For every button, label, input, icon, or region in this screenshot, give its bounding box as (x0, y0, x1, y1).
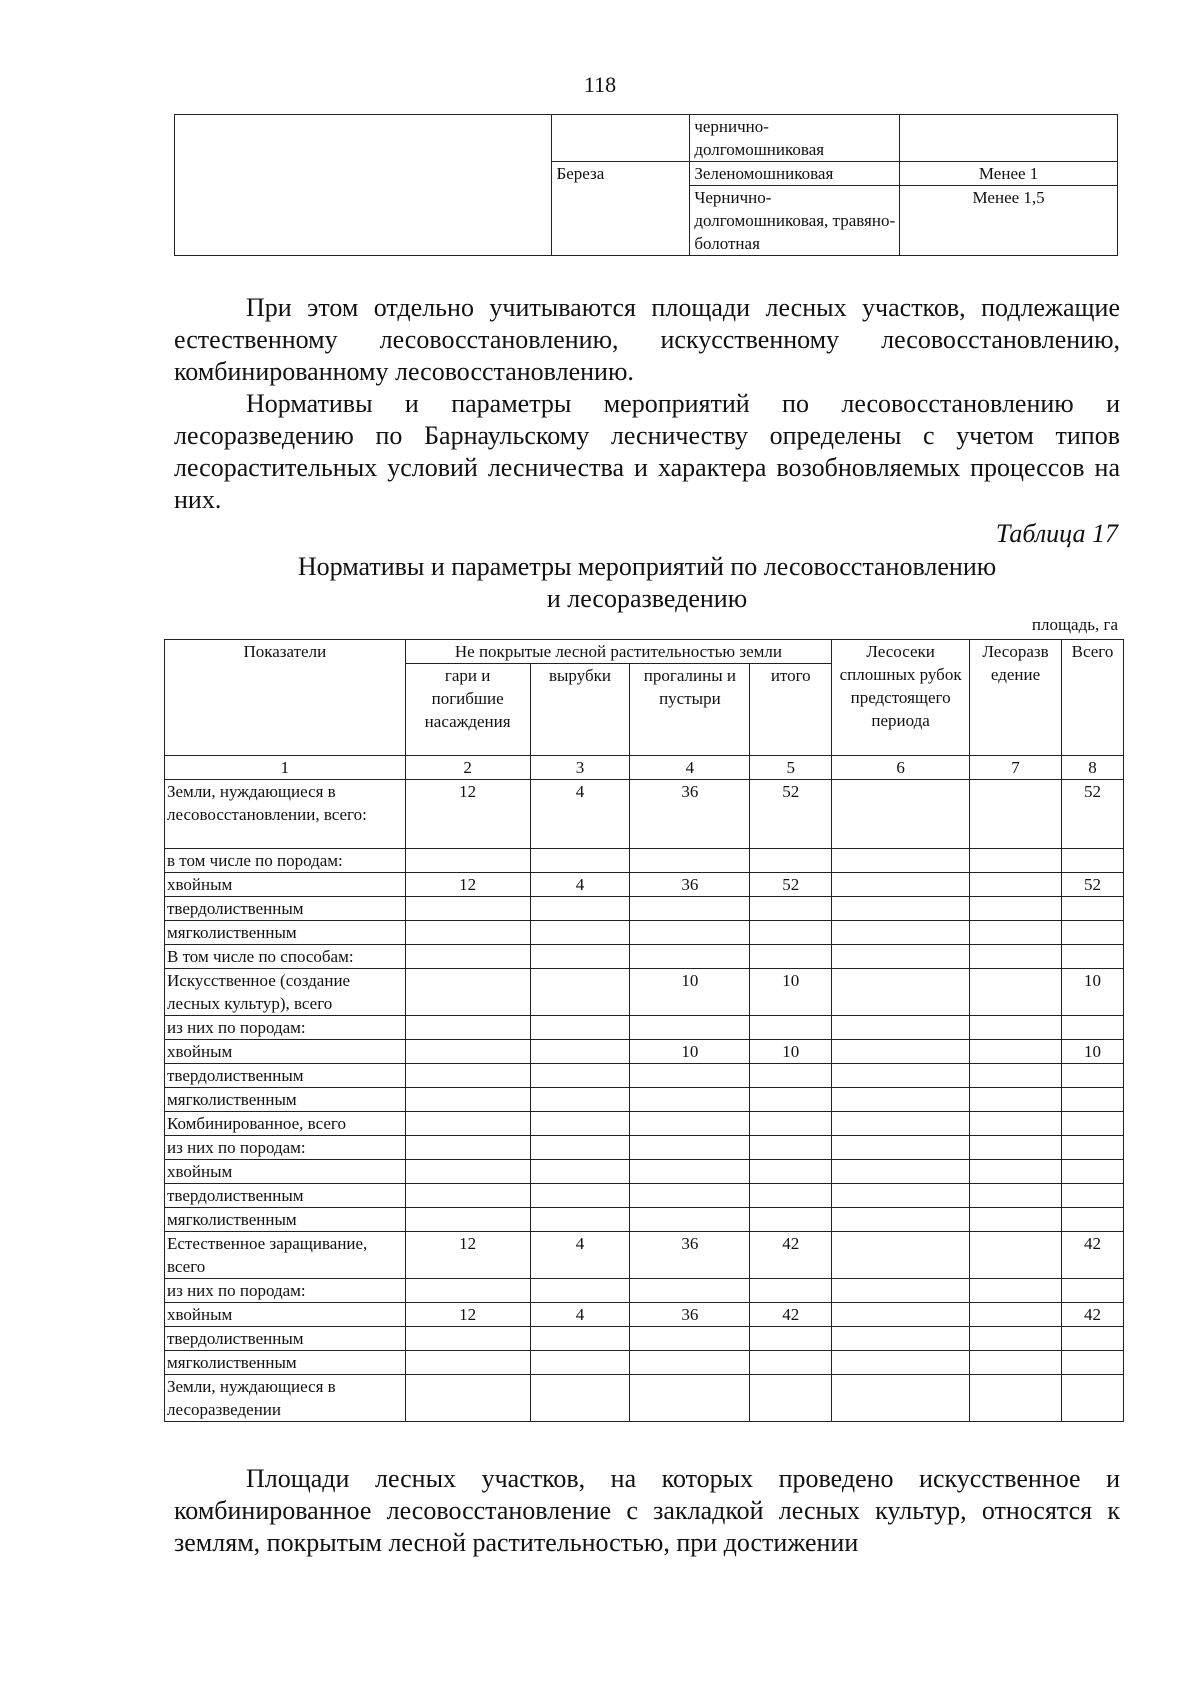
table-row (165, 1279, 1124, 1303)
table-row (165, 1327, 1124, 1351)
column-number: 5 (750, 756, 832, 780)
value-cell: 42 (750, 1232, 832, 1279)
value-cell (832, 1279, 970, 1303)
value-cell (832, 1303, 970, 1327)
value-cell (630, 1112, 750, 1136)
value-cell (832, 1160, 970, 1184)
row-label-cell: мягколиственным (165, 1088, 406, 1112)
value-cell (630, 1136, 750, 1160)
value-cell (750, 849, 832, 873)
value-cell (405, 1327, 530, 1351)
value-cell (832, 1136, 970, 1160)
value-cell (750, 1136, 832, 1160)
value-cell (970, 780, 1062, 849)
value-cell (530, 1184, 630, 1208)
value-cell (1061, 921, 1123, 945)
value-cell (1061, 945, 1123, 969)
header-clearcuts: Лесосеки сплошных рубок предстоящего периода (832, 640, 970, 756)
paragraph-text: Нормативы и параметры мероприятий по лесовосстановлению и лесоразведению по Барнаульскому лесничеству определены с учетом типов лесорастительных условий лесничества и характера возобновляемых процессов на них. (174, 389, 1120, 514)
value-cell (832, 780, 970, 849)
value-cell (630, 921, 750, 945)
value-cell (405, 945, 530, 969)
value-cell (530, 897, 630, 921)
table-row (165, 921, 1124, 945)
value-cell (1061, 849, 1123, 873)
value-cell: 4 (530, 780, 630, 849)
value-cell (405, 1088, 530, 1112)
value-cell: 10 (630, 1040, 750, 1064)
value-cell (970, 921, 1062, 945)
value-cell (530, 849, 630, 873)
value-cell (630, 1375, 750, 1422)
value-cell (630, 945, 750, 969)
continuation-table (174, 114, 1118, 256)
row-label-cell: хвойным (165, 1303, 406, 1327)
table-row (165, 873, 1124, 897)
table-row (165, 1351, 1124, 1375)
value-cell (405, 1184, 530, 1208)
value-cell: 52 (1061, 780, 1123, 849)
value-cell (530, 1088, 630, 1112)
row-label-cell: твердолиственным (165, 1064, 406, 1088)
paragraph-text: Площади лесных участков, на которых проведено искусственное и комбинированное лесовосстановление с закладкой лесных культур, относятся к землям, покрытым лесной растительностью, при достижении (174, 1464, 1120, 1557)
value-cell (750, 1112, 832, 1136)
paragraph-text: При этом отдельно учитываются площади лесных участков, подлежащие естественному лесовосстановлению, искусственному лесовосстановлению, комбинированному лесовосстановлению. (174, 293, 1120, 386)
table-row (165, 780, 1124, 849)
value-cell (970, 1112, 1062, 1136)
table-label: Таблица 17 (995, 519, 1118, 548)
value-cell (832, 1208, 970, 1232)
value-cell (970, 849, 1062, 873)
table-row (165, 1136, 1124, 1160)
value-cell: 12 (405, 780, 530, 849)
value-cell: 10 (1061, 969, 1123, 1016)
value-cell (405, 1136, 530, 1160)
row-label-cell: мягколиственным (165, 1351, 406, 1375)
table-row (165, 1088, 1124, 1112)
row-label-cell: мягколиственным (165, 921, 406, 945)
column-number: 8 (1061, 756, 1123, 780)
row-label-cell: Естественное заращивание, всего (165, 1232, 406, 1279)
value-cell (405, 969, 530, 1016)
table-row (165, 1208, 1124, 1232)
value-cell (750, 945, 832, 969)
value-cell (970, 1184, 1062, 1208)
value-cell (750, 1016, 832, 1040)
value-cell (530, 1064, 630, 1088)
row-label-cell: хвойным (165, 873, 406, 897)
closing-paragraph (174, 1463, 1120, 1559)
row-label-cell: В том числе по способам: (165, 945, 406, 969)
table-row (165, 1375, 1124, 1422)
value-cell (970, 1303, 1062, 1327)
value-cell: Менее 1,5 (900, 186, 1118, 256)
value-cell (832, 1016, 970, 1040)
species-cell: Береза (552, 162, 690, 256)
value-cell (1061, 1016, 1123, 1040)
page-number: 118 (583, 72, 617, 97)
row-label-cell: твердолиственным (165, 1327, 406, 1351)
norms-table-body (165, 780, 1124, 1422)
row-label-cell: Земли, нуждающиеся в лесоразведении (165, 1375, 406, 1422)
value-cell (970, 1088, 1062, 1112)
value-cell (900, 115, 1118, 162)
table-row (165, 1303, 1124, 1327)
table-title (174, 551, 1120, 615)
value-cell (405, 1064, 530, 1088)
table-title-line: Нормативы и параметры мероприятий по лесовосстановлению (297, 552, 997, 581)
value-cell (970, 969, 1062, 1016)
header-cuttings: вырубки (530, 664, 630, 756)
value-cell (630, 1327, 750, 1351)
column-number: 6 (832, 756, 970, 780)
value-cell (750, 921, 832, 945)
value-cell (530, 1040, 630, 1064)
value-cell (630, 849, 750, 873)
value-cell (1061, 1351, 1123, 1375)
value-cell (750, 1088, 832, 1112)
row-label-cell: из них по породам: (165, 1136, 406, 1160)
row-label-cell: Земли, нуждающиеся в лесовосстановлении, всего: (165, 780, 406, 849)
table-row (165, 849, 1124, 873)
value-cell (832, 1184, 970, 1208)
column-number: 4 (630, 756, 750, 780)
body-paragraph (174, 388, 1120, 516)
forest-type-cell: чернично-долгомошниковая (690, 115, 900, 162)
value-cell (832, 849, 970, 873)
value-cell (1061, 1136, 1123, 1160)
value-cell (970, 945, 1062, 969)
row-label-cell: хвойным (165, 1160, 406, 1184)
table-row (165, 969, 1124, 1016)
column-number: 3 (530, 756, 630, 780)
value-cell (405, 1160, 530, 1184)
value-cell (832, 921, 970, 945)
value-cell (1061, 1279, 1123, 1303)
value-cell (405, 1016, 530, 1040)
row-label-cell: Комбинированное, всего (165, 1112, 406, 1136)
value-cell (1061, 1208, 1123, 1232)
value-cell (970, 873, 1062, 897)
value-cell (530, 1327, 630, 1351)
table-row (165, 1160, 1124, 1184)
value-cell (750, 1184, 832, 1208)
value-cell: Менее 1 (900, 162, 1118, 186)
value-cell: 10 (1061, 1040, 1123, 1064)
value-cell (970, 1016, 1062, 1040)
value-cell (1061, 897, 1123, 921)
value-cell (750, 1160, 832, 1184)
row-label-cell: хвойным (165, 1040, 406, 1064)
value-cell (970, 1232, 1062, 1279)
value-cell (630, 1184, 750, 1208)
row-label-cell: в том числе по породам: (165, 849, 406, 873)
header-afforestation: Лесоразв едение (970, 640, 1062, 756)
value-cell: 42 (750, 1303, 832, 1327)
value-cell: 36 (630, 1303, 750, 1327)
value-cell (530, 969, 630, 1016)
value-cell (530, 945, 630, 969)
table-row (165, 1040, 1124, 1064)
value-cell (832, 1375, 970, 1422)
value-cell: 12 (405, 873, 530, 897)
value-cell (832, 1040, 970, 1064)
value-cell (530, 1351, 630, 1375)
value-cell: 52 (750, 780, 832, 849)
value-cell (832, 1327, 970, 1351)
value-cell: 36 (630, 873, 750, 897)
value-cell (405, 1208, 530, 1232)
row-label-cell: из них по породам: (165, 1016, 406, 1040)
row-label-cell: твердолиственным (165, 897, 406, 921)
value-cell (970, 1351, 1062, 1375)
value-cell (405, 1040, 530, 1064)
empty-cell (175, 115, 552, 256)
value-cell (970, 1136, 1062, 1160)
value-cell: 4 (530, 1303, 630, 1327)
value-cell (750, 1327, 832, 1351)
column-number: 2 (405, 756, 530, 780)
value-cell (832, 873, 970, 897)
value-cell (832, 1088, 970, 1112)
value-cell (970, 897, 1062, 921)
value-cell (832, 1064, 970, 1088)
value-cell: 52 (1061, 873, 1123, 897)
table-row (165, 1184, 1124, 1208)
column-number: 1 (165, 756, 406, 780)
value-cell (630, 897, 750, 921)
value-cell: 42 (1061, 1232, 1123, 1279)
header-row (165, 640, 1124, 664)
value-cell (405, 1112, 530, 1136)
forest-type-cell: Чернично-долгомошниковая, травяно-болотная (690, 186, 900, 256)
value-cell (750, 1279, 832, 1303)
value-cell (405, 849, 530, 873)
table-row (165, 1112, 1124, 1136)
value-cell (970, 1208, 1062, 1232)
value-cell (530, 1375, 630, 1422)
value-cell (630, 1064, 750, 1088)
header-burned: гари и погибшие насаждения (405, 664, 530, 756)
value-cell (405, 1375, 530, 1422)
table-row (165, 1064, 1124, 1088)
value-cell (970, 1160, 1062, 1184)
forest-type-cell: Зеленомошниковая (690, 162, 900, 186)
value-cell (1061, 1375, 1123, 1422)
value-cell: 12 (405, 1232, 530, 1279)
column-number: 7 (970, 756, 1062, 780)
value-cell: 12 (405, 1303, 530, 1327)
value-cell (530, 1208, 630, 1232)
table-row (175, 115, 1118, 162)
value-cell (832, 1112, 970, 1136)
value-cell: 10 (750, 969, 832, 1016)
header-total: Всего (1061, 640, 1123, 756)
header-not-covered: Не покрытые лесной растительностью земли (405, 640, 831, 664)
value-cell: 52 (750, 873, 832, 897)
header-subtotal: итого (750, 664, 832, 756)
value-cell (970, 1040, 1062, 1064)
row-label-cell: твердолиственным (165, 1184, 406, 1208)
row-label-cell: мягколиственным (165, 1208, 406, 1232)
value-cell: 36 (630, 780, 750, 849)
value-cell (970, 1064, 1062, 1088)
value-cell (1061, 1160, 1123, 1184)
header-glades: прогалины и пустыри (630, 664, 750, 756)
row-label-cell: из них по породам: (165, 1279, 406, 1303)
value-cell: 36 (630, 1232, 750, 1279)
value-cell: 10 (750, 1040, 832, 1064)
norms-table (164, 639, 1124, 1422)
value-cell (630, 1208, 750, 1232)
value-cell (530, 1112, 630, 1136)
value-cell: 42 (1061, 1303, 1123, 1327)
value-cell (750, 1375, 832, 1422)
value-cell (1061, 1112, 1123, 1136)
value-cell (832, 969, 970, 1016)
header-indicators: Показатели (165, 640, 406, 756)
value-cell (1061, 1088, 1123, 1112)
value-cell (405, 1351, 530, 1375)
value-cell (832, 897, 970, 921)
value-cell (530, 1279, 630, 1303)
value-cell (405, 897, 530, 921)
value-cell (530, 1136, 630, 1160)
value-cell (530, 1016, 630, 1040)
value-cell (630, 1088, 750, 1112)
row-label-cell: Искусственное (создание лесных культур), всего (165, 969, 406, 1016)
body-paragraph (174, 292, 1120, 388)
value-cell (405, 921, 530, 945)
value-cell (630, 1279, 750, 1303)
value-cell (750, 1208, 832, 1232)
column-number-row (165, 756, 1124, 780)
value-cell (970, 1327, 1062, 1351)
value-cell: 4 (530, 1232, 630, 1279)
value-cell (750, 897, 832, 921)
unit-label: площадь, га (1031, 615, 1118, 634)
value-cell (832, 945, 970, 969)
table-row (165, 1232, 1124, 1279)
species-cell (552, 115, 690, 162)
value-cell (832, 1351, 970, 1375)
value-cell (405, 1279, 530, 1303)
table-title-line: и лесоразведению (546, 584, 748, 613)
value-cell (970, 1375, 1062, 1422)
value-cell (970, 1279, 1062, 1303)
value-cell: 10 (630, 969, 750, 1016)
value-cell (1061, 1064, 1123, 1088)
value-cell (1061, 1327, 1123, 1351)
table-row (165, 1016, 1124, 1040)
value-cell (530, 1160, 630, 1184)
table-row (165, 897, 1124, 921)
value-cell (630, 1160, 750, 1184)
value-cell (530, 921, 630, 945)
value-cell (630, 1016, 750, 1040)
value-cell (1061, 1184, 1123, 1208)
value-cell: 4 (530, 873, 630, 897)
table-row (165, 945, 1124, 969)
value-cell (832, 1232, 970, 1279)
value-cell (750, 1351, 832, 1375)
value-cell (630, 1351, 750, 1375)
value-cell (750, 1064, 832, 1088)
